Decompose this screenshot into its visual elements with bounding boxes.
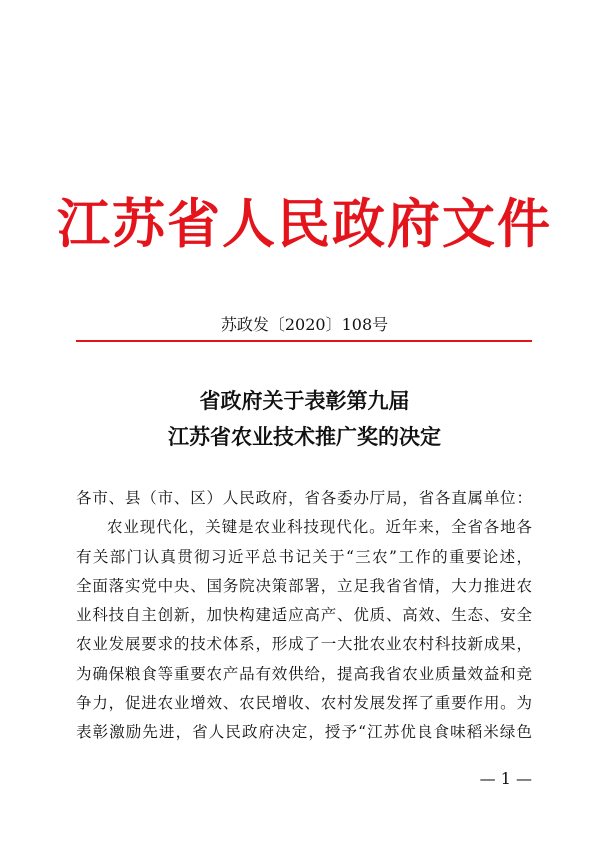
body-line: 为确保粮食等重要农产品有效供给，提高我省农业质量效益和竞 [76,664,532,683]
body-line: 农业现代化，关键是农业科技现代化。近年来，全省各地各 [107,518,532,537]
body-line: 争力，促进农业增效、农民增收、农村发展发挥了重要作用。为 [76,694,532,713]
body-line: 表彰激励先进，省人民政府决定，授予“江苏优良食味稻米绿色 [76,723,532,742]
salutation-line: 各市、县（市、区）人民政府，省各委办厅局，省各直属单位： [76,489,532,507]
body-line: 农业发展要求的技术体系，形成了一大批农业农村科技新成果， [76,635,532,654]
body-line: 全面落实党中央、国务院决策部署，立足我省省情，大力推进农 [76,576,532,595]
body-line: 业科技自主创新，加快构建适应高产、优质、高效、生态、安全 [76,606,532,625]
page-number: — 1 — [479,769,532,788]
decision-title-line-1: 省政府关于表彰第九届 [199,388,410,413]
decision-title-line-2: 江苏省农业技术推广奖的决定 [168,424,441,449]
body-line: 有关部门认真贯彻习近平总书记关于“三农”工作的重要论述， [76,547,532,566]
document-header-title: 江苏省人民政府文件 [57,193,552,255]
document-number: 苏政发〔2020〕108号 [220,315,389,334]
document-body [76,484,532,748]
red-divider-line [76,340,532,342]
